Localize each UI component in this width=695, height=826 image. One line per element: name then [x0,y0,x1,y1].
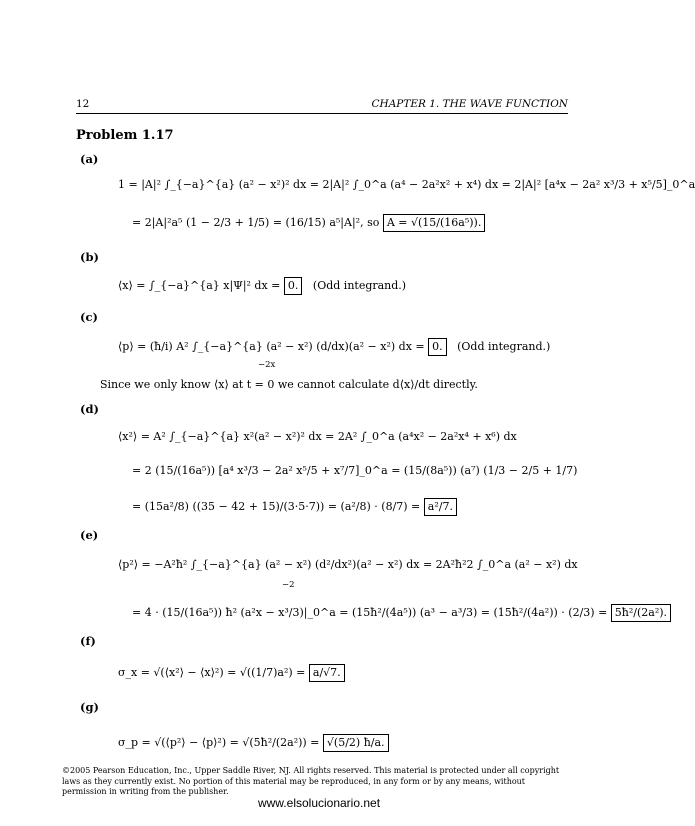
part-d-label: (d) [80,402,99,416]
part-b-answer-box [284,277,303,295]
part-c-line1: ⟨p⟩ = (ħ/i) A² ∫_{−a}^{a} (a² − x²) (d/dx)(a² − x²) dx = [118,340,425,353]
page-header [76,98,568,114]
part-g-answer: √(5/2) ħ/a. [326,736,385,749]
part-e-underbrace: −2 [282,580,295,590]
problem-title: Problem 1.17 [76,128,174,143]
part-d-line3-wrap [132,498,457,516]
copyright-footer: ©2005 Pearson Education, Inc., Upper Saddle River, NJ. All rights reserved. This material is protected under all copyright laws as they currently exist. No portion of this material may be reproduced, in any form or by any means, without permission in writing from the publisher. [62,766,560,796]
part-d-answer-box [424,498,457,516]
part-a-line2-wrap [132,214,485,232]
part-f-answer: a/√7. [312,666,341,679]
part-d-line3: = (15a²/8) ((35 − 42 + 15)/(3·5·7)) = (a²/8) · (8/7) = [132,500,421,513]
part-d-line1: ⟨x²⟩ = A² ∫_{−a}^{a} x²(a² − x²)² dx = 2A² ∫_0^a (a⁴x² − 2a²x⁴ + x⁶) dx [118,430,517,443]
part-f-answer-box [309,664,345,682]
part-d-answer: a²/7. [427,500,453,513]
part-e-line1: ⟨p²⟩ = −A²ħ² ∫_{−a}^{a} (a² − x²) (d²/dx²)(a² − x²) dx = 2A²ħ²2 ∫_0^a (a² − x²) dx [118,558,578,571]
part-b-label: (b) [80,250,99,264]
part-f-label: (f) [80,634,96,648]
chapter-title: CHAPTER 1. THE WAVE FUNCTION [371,98,568,110]
part-a-answer: A = √(15/(16a⁵)). [386,216,482,229]
page-number: 12 [76,98,90,110]
part-c-answer-box [428,338,447,356]
part-c-answer: 0. [432,340,443,353]
part-e-line2-wrap [132,604,671,622]
part-e-line2: = 4 · (15/(16a⁵)) ħ² (a²x − x³/3)|_0^a = (15ħ²/(4a⁵)) (a³ − a³/3) = (15ħ²/(4a²)) · (2/3) = [132,606,608,619]
part-a-answer-box [383,214,486,232]
header-rule [76,113,568,114]
part-e-label: (e) [80,528,99,542]
part-a-line1: 1 = |A|² ∫_{−a}^{a} (a² − x²)² dx = 2|A|² ∫_0^a (a⁴ − 2a²x² + x⁴) dx = 2|A|² [a⁴x − 2a² x³/3 + x⁵/5]_0^a [118,178,695,191]
part-c-underbrace: −2x [258,360,276,370]
part-c-line1-wrap [118,338,550,356]
part-b-answer: 0. [287,279,299,292]
part-f-line1-wrap [118,664,345,682]
part-b-line1-wrap [118,277,406,295]
part-g-answer-box [323,734,389,752]
part-c-note: (Odd integrand.) [457,340,551,353]
part-a-label: (a) [80,152,99,166]
part-c-label: (c) [80,310,98,324]
part-b-line1: ⟨x⟩ = ∫_{−a}^{a} x|Ψ|² dx = [118,279,281,292]
part-e-answer-box [611,604,671,622]
part-f-line1: σ_x = √(⟨x²⟩ − ⟨x⟩²) = √((1/7)a²) = [118,666,306,679]
part-e-answer: 5ħ²/(2a²). [614,606,668,619]
part-g-label: (g) [80,700,99,714]
part-b-note: (Odd integrand.) [312,279,407,292]
part-a-line2: = 2|A|²a⁵ (1 − 2/3 + 1/5) = (16/15) a⁵|A|², so [132,216,380,229]
footer-url[interactable]: www.elsolucionario.net [257,796,381,810]
part-d-line2: = 2 (15/(16a⁵)) [a⁴ x³/3 − 2a² x⁵/5 + x⁷/7]_0^a = (15/(8a⁵)) (a⁷) (1/3 − 2/5 + 1/7) [132,464,578,477]
part-g-line1-wrap [118,734,389,752]
part-g-line1: σ_p = √(⟨p²⟩ − ⟨p⟩²) = √(5ħ²/(2a²)) = [118,736,320,749]
prose-paragraph: Since we only know ⟨x⟩ at t = 0 we cannot calculate d⟨x⟩/dt directly. [100,378,478,391]
